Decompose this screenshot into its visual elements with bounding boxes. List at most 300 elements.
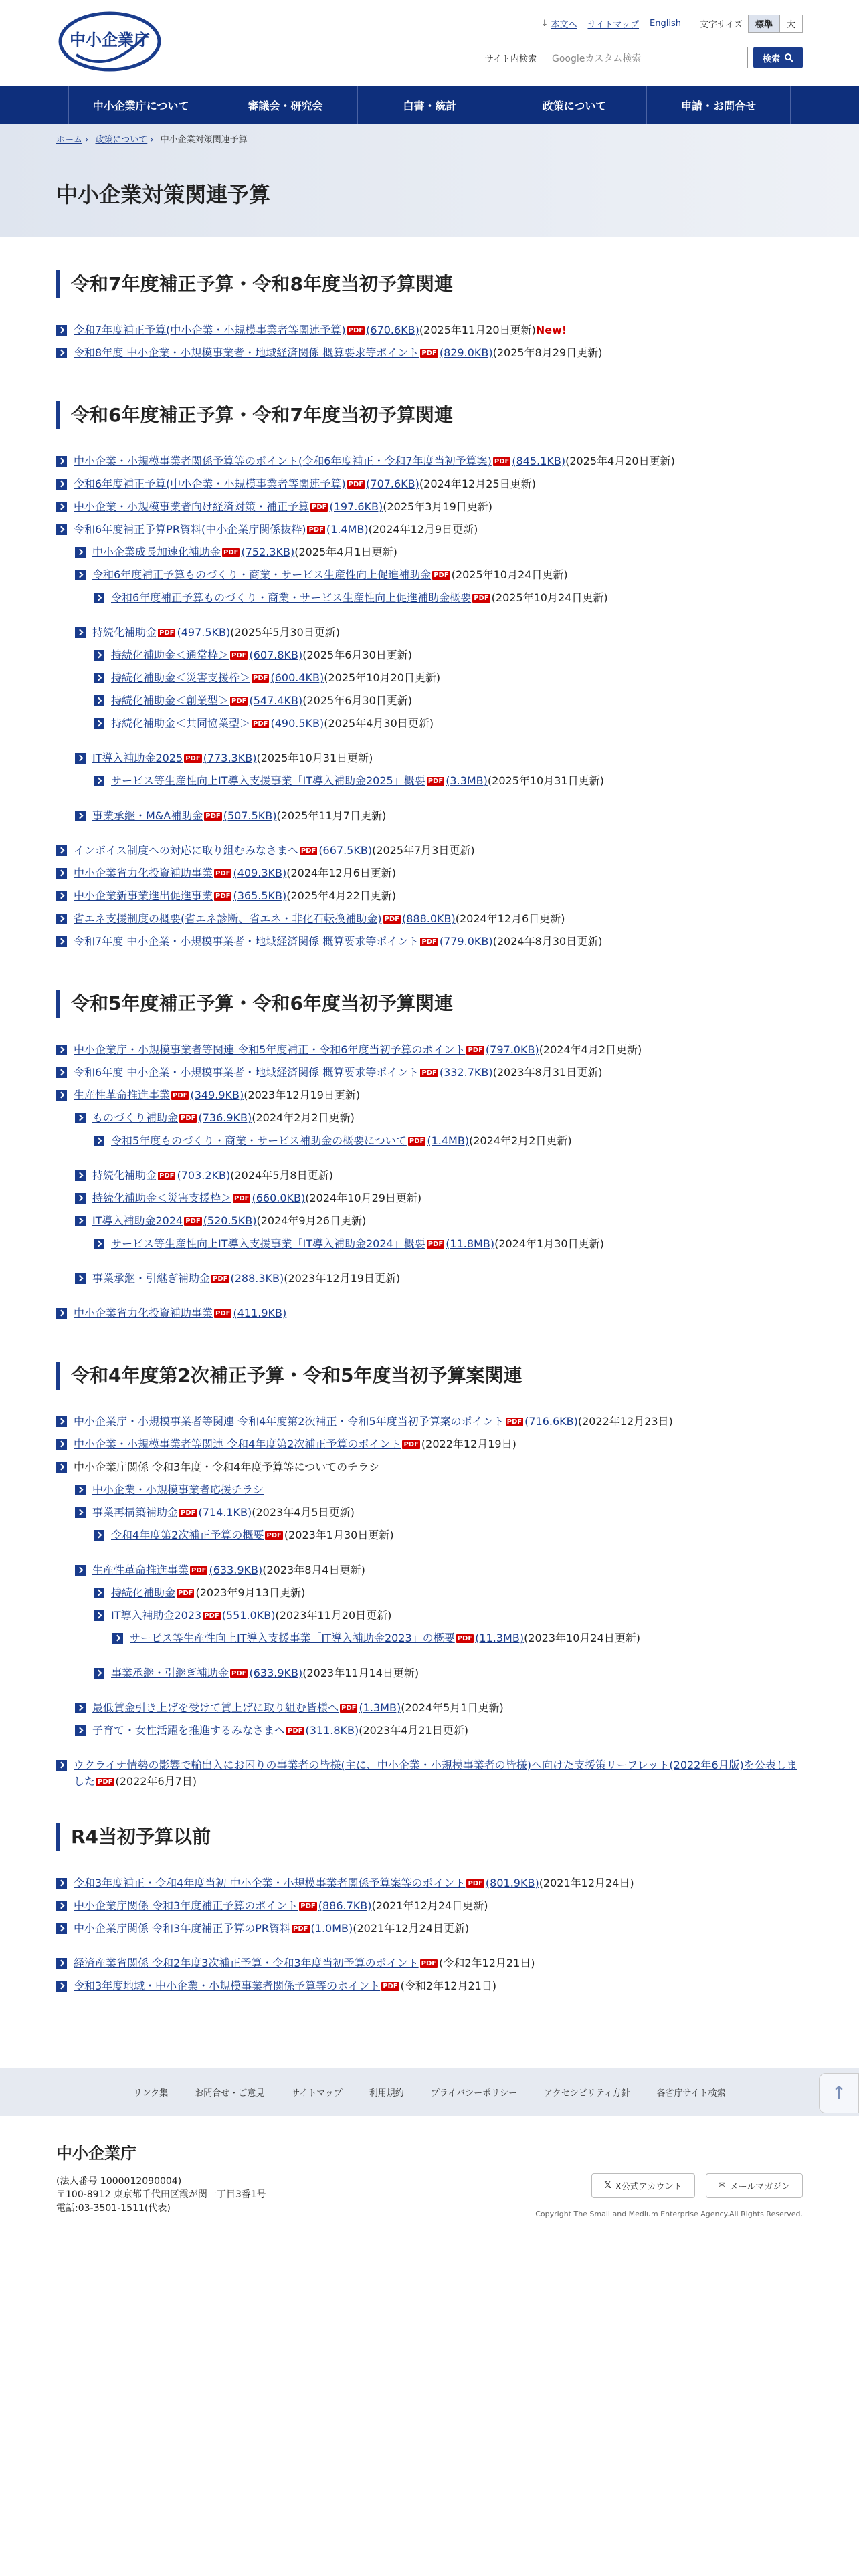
spacer: [56, 1653, 803, 1665]
update-date: (2024年1月30日更新): [494, 1237, 604, 1250]
file-size[interactable]: (829.0KB): [439, 346, 493, 359]
file-size[interactable]: (670.6KB): [366, 324, 419, 336]
update-date: (2024年9月26日更新): [256, 1214, 367, 1227]
pdf-icon: PDF: [159, 1172, 175, 1180]
footer-nav-link[interactable]: サイトマップ: [291, 2088, 343, 2099]
file-size[interactable]: (773.3KB): [203, 752, 257, 764]
footer-nav-link[interactable]: アクセシビリティ方針: [544, 2088, 630, 2099]
file-size[interactable]: (797.0KB): [485, 1043, 539, 1056]
file-size[interactable]: (633.9KB): [209, 1564, 263, 1576]
item-link[interactable]: 持続化補助金＜創業型＞: [111, 694, 229, 707]
list-item: [56, 1087, 803, 1110]
pdf-icon: PDF: [341, 1705, 357, 1712]
update-date: (2024年4月2日更新): [539, 1043, 642, 1056]
file-size[interactable]: (311.8KB): [305, 1724, 359, 1737]
arrow-right-icon: [75, 570, 86, 580]
file-size[interactable]: (11.3MB): [475, 1632, 524, 1644]
list-item-content: [92, 1271, 400, 1287]
pdf-icon: PDF: [494, 458, 510, 465]
file-size[interactable]: (801.9KB): [485, 1876, 539, 1889]
list-item-content: [74, 1921, 469, 1937]
page-title: 中小企業対策関連予算: [56, 182, 271, 207]
item-link[interactable]: 持続化補助金: [92, 1169, 157, 1182]
arrow-right-icon: [75, 1193, 86, 1204]
list-item: [56, 1110, 803, 1133]
arrow-right-icon: [56, 1439, 67, 1450]
pdf-icon: PDF: [191, 1567, 207, 1574]
list-item: [56, 1665, 803, 1688]
footer-nav-link[interactable]: リンク集: [133, 2088, 169, 2099]
pdf-icon: PDF: [231, 697, 247, 705]
arrow-right-icon: [94, 718, 104, 729]
update-date: (2024年12月6日更新): [455, 912, 565, 925]
file-size[interactable]: (11.8MB): [446, 1237, 495, 1250]
pdf-icon: PDF: [308, 526, 324, 534]
list-item-content: [92, 625, 340, 641]
list-item: [56, 1875, 803, 1898]
footer-info: [56, 2175, 266, 2215]
list-item-content: [92, 750, 373, 766]
pdf-icon: PDF: [348, 481, 364, 488]
section-heading: 令和7年度補正予算・令和8年度当初予算関連: [56, 270, 803, 298]
item-link[interactable]: 持続化補助金＜災害支援枠＞: [92, 1192, 232, 1204]
list-item: [56, 1700, 803, 1723]
list-item-content: [92, 1562, 365, 1578]
nav-contact[interactable]: 申請・お問合せ: [646, 86, 791, 124]
arrow-right-icon: [75, 1507, 86, 1518]
list-item: [56, 1505, 803, 1527]
pdf-icon: PDF: [205, 813, 221, 820]
arrow-right-icon: [75, 1170, 86, 1181]
item-link[interactable]: 持続化補助金: [92, 626, 157, 639]
file-size[interactable]: (1.4MB): [326, 523, 369, 536]
file-size[interactable]: (600.4KB): [270, 671, 324, 684]
global-nav: [0, 86, 859, 124]
list-item: [56, 625, 803, 647]
list-item: [56, 522, 803, 544]
update-date: (2024年2月2日更新): [252, 1111, 355, 1124]
search-button[interactable]: [753, 47, 803, 68]
phone: 電話:03-3501-1511(代表): [56, 2203, 171, 2214]
pdf-icon: PDF: [234, 1195, 250, 1202]
footer-nav-link[interactable]: プライバシーポリシー: [430, 2088, 518, 2099]
arrow-right-icon: [94, 650, 104, 661]
item-link[interactable]: 持続化補助金＜共同協業型＞: [111, 717, 251, 730]
item-link[interactable]: 令和6年度 中小企業・小規模事業者・地域経済関係 概算要求等ポイント: [74, 1066, 419, 1079]
list-item: [56, 750, 803, 773]
list-item-content: [111, 1236, 604, 1252]
x-logo-icon: 𝕏: [604, 2181, 611, 2191]
pdf-icon: PDF: [98, 1778, 113, 1786]
pdf-icon: PDF: [403, 1441, 419, 1448]
item-link[interactable]: 令和8年度 中小企業・小規模事業者・地域経済関係 概算要求等ポイント: [74, 346, 419, 359]
item-link[interactable]: 持続化補助金＜通常枠＞: [111, 649, 229, 661]
file-size[interactable]: (752.3KB): [241, 546, 295, 558]
list-item-content: [111, 670, 440, 686]
item-link[interactable]: 令和3年度地域・中小企業・小規模事業者関係予算等のポイント: [74, 1979, 381, 1992]
file-size[interactable]: (888.0KB): [401, 912, 456, 925]
item-link[interactable]: サービス等生産性向上IT導入支援事業「IT導入補助金2025」概要: [111, 774, 425, 787]
nav-about[interactable]: 中小企業庁について: [68, 86, 213, 124]
font-size-switch: [700, 15, 803, 33]
arrow-right-icon: [75, 1565, 86, 1576]
update-date: (2023年9月13日更新): [195, 1586, 306, 1599]
list-item: [56, 865, 803, 888]
item-link[interactable]: 令和6年度補正予算ものづくり・商業・サービス生産性向上促進補助金概要: [111, 591, 472, 604]
search-input[interactable]: Googleカスタム検索: [545, 47, 748, 68]
search-button-label: 検索: [762, 53, 780, 64]
file-size[interactable]: (607.8KB): [249, 649, 303, 661]
item-link[interactable]: 事業再構築補助金: [92, 1506, 179, 1519]
update-date: (2025年10月24日更新): [451, 568, 568, 581]
sitemap-link[interactable]: サイトマップ: [587, 20, 640, 30]
item-link[interactable]: 令和7年度 中小企業・小規模事業者・地域経済関係 概算要求等ポイント: [74, 935, 419, 948]
arrow-right-icon: [94, 1530, 104, 1541]
arrow-right-icon: [56, 914, 67, 924]
file-size[interactable]: (703.2KB): [177, 1169, 231, 1182]
update-date: (2024年12月9日更新): [368, 523, 478, 536]
item-link[interactable]: 事業承継・引継ぎ補助金: [111, 1667, 229, 1679]
pdf-icon: PDF: [253, 675, 268, 682]
nav-policy[interactable]: 政策について: [502, 86, 646, 124]
item-link[interactable]: 省エネ支援制度の概要(省エネ診断、省エネ・非化石転換補助金): [74, 912, 382, 925]
file-size[interactable]: (660.0KB): [252, 1192, 306, 1204]
list-item-content: [74, 934, 602, 950]
list-item-content: [92, 567, 568, 583]
arrow-right-icon: [94, 1610, 104, 1621]
update-date: (2023年8月31日更新): [492, 1066, 603, 1079]
pdf-icon: PDF: [421, 1069, 437, 1077]
arrow-right-icon: [56, 868, 67, 879]
arrow-right-icon: [56, 1923, 67, 1934]
item-link[interactable]: 中小企業・小規模事業者等関連 令和4年度第2次補正予算のポイント: [74, 1438, 401, 1451]
list-item: [56, 1436, 803, 1459]
pdf-icon: PDF: [506, 1418, 522, 1426]
update-date: (2025年10月31日更新): [256, 752, 373, 764]
item-link[interactable]: 令和7年度補正予算(中小企業・小規模事業者等関連予算): [74, 324, 346, 336]
arrow-right-icon: [75, 811, 86, 821]
list-item-content: [111, 1527, 394, 1543]
list-item-content: [74, 1955, 535, 1971]
item-link[interactable]: 事業承継・M&A補助金: [92, 809, 203, 822]
item-link[interactable]: 中小企業庁・小規模事業者等関連 令和5年度補正・令和6年度当初予算のポイント: [74, 1043, 466, 1056]
item-link[interactable]: 中小企業・小規模事業者向け経済対策・補正予算: [74, 500, 310, 513]
update-date: (2025年8月29日更新): [492, 346, 603, 359]
item-link[interactable]: 令和5年度ものづくり・商業・サービス補助金の概要について: [111, 1134, 407, 1147]
pdf-icon: PDF: [181, 1115, 196, 1122]
file-size[interactable]: (714.1KB): [198, 1506, 252, 1519]
update-date: (2023年12月19日更新): [244, 1089, 361, 1101]
list-item-content: [74, 1065, 602, 1081]
x-account-button[interactable]: [591, 2173, 694, 2198]
file-size[interactable]: (716.6KB): [524, 1415, 578, 1428]
pdf-icon: PDF: [468, 1880, 483, 1887]
item-link[interactable]: 生産性革命推進事業: [74, 1089, 171, 1101]
list-item-content: [74, 1087, 360, 1103]
chevron-right-icon: ›: [150, 135, 154, 145]
list-item-content: [74, 1757, 803, 1790]
arrow-right-icon: [75, 1703, 86, 1713]
list-item-content: [74, 476, 536, 492]
x-account-label: X公式アカウント: [615, 2182, 682, 2192]
pdf-icon: PDF: [185, 755, 201, 762]
update-date: (2024年12月25日更新): [419, 477, 536, 490]
list-item: [56, 1168, 803, 1190]
item-link[interactable]: 令和6年度補正予算(中小企業・小規模事業者等関連予算): [74, 477, 346, 490]
list-item-content: [92, 544, 397, 560]
update-date: (2025年6月30日更新): [302, 649, 412, 661]
copyright: Copyright The Small and Medium Enterprise Agency.All Rights Reserved.: [535, 2210, 803, 2218]
arrow-right-icon: [56, 1067, 67, 1078]
update-date: (2023年1月30日更新): [284, 1529, 394, 1541]
arrow-right-icon: [75, 547, 86, 558]
arrow-right-icon: [94, 1588, 104, 1598]
list-item-content: [111, 1133, 572, 1149]
arrow-right-icon: [56, 1308, 67, 1319]
pdf-icon: PDF: [421, 1960, 437, 1967]
file-size[interactable]: (3.3MB): [446, 774, 488, 787]
mail-magazine-button[interactable]: [706, 2173, 803, 2198]
file-size[interactable]: (551.0KB): [221, 1609, 276, 1622]
skip-to-content-link[interactable]: 本文へ: [551, 20, 577, 30]
file-size[interactable]: (409.3KB): [233, 867, 287, 879]
item-link[interactable]: 令和6年度補正予算PR資料(中小企業庁関係抜粋): [74, 523, 306, 536]
pdf-icon: PDF: [213, 1275, 228, 1283]
item-link[interactable]: 持続化補助金: [111, 1586, 176, 1599]
item-link[interactable]: 最低賃金引き上げを受けて賃上げに取り組む皆様へ: [92, 1701, 339, 1714]
footer-nav: [0, 2068, 859, 2116]
corp-number: (法人番号 1000012090004): [56, 2176, 182, 2187]
list-item-content: [74, 453, 675, 469]
font-size-large-button[interactable]: 大: [780, 15, 803, 33]
list-item: [56, 716, 803, 738]
item-link[interactable]: サービス等生産性向上IT導入支援事業「IT導入補助金2023」の概要: [130, 1632, 455, 1644]
item-link[interactable]: ものづくり補助金: [92, 1111, 179, 1124]
list-item-content: [74, 865, 396, 881]
item-link[interactable]: 中小企業省力化投資補助事業: [74, 867, 213, 879]
pdf-icon: PDF: [421, 350, 437, 357]
arrow-right-icon: [56, 1045, 67, 1055]
list-item-content: [111, 773, 604, 789]
file-size[interactable]: (886.7KB): [318, 1899, 372, 1912]
list-item: [56, 453, 803, 476]
pdf-icon: PDF: [215, 870, 231, 877]
arrow-right-icon: [56, 891, 67, 901]
file-size[interactable]: (490.5KB): [270, 717, 324, 730]
pdf-icon: PDF: [300, 1903, 316, 1910]
site-header: [0, 0, 859, 86]
arrow-right-icon: [56, 524, 67, 535]
pdf-icon: PDF: [266, 1532, 282, 1539]
list-item-content: [74, 888, 396, 904]
item-link[interactable]: 生産性革命推進事業: [92, 1564, 189, 1576]
item-link[interactable]: 子育て・女性活躍を推進するみなさまへ: [92, 1724, 286, 1737]
file-size[interactable]: (736.9KB): [198, 1111, 252, 1124]
file-size[interactable]: (497.5KB): [177, 626, 231, 639]
list-item: [56, 1482, 803, 1505]
arrow-right-icon: [56, 325, 67, 336]
list-item-content: [92, 808, 386, 824]
arrow-right-icon: [94, 1136, 104, 1146]
list-item-content: [74, 1042, 642, 1058]
arrow-up-icon: ↑: [832, 2083, 846, 2103]
pdf-icon: PDF: [204, 1612, 219, 1620]
file-size[interactable]: (411.9KB): [233, 1307, 287, 1319]
list-item: [56, 1271, 803, 1293]
item-link[interactable]: 中小企業庁・小規模事業者等関連 令和4年度第2次補正・令和5年度当初予算案のポイント: [74, 1415, 504, 1428]
update-date: (2021年12月24日更新): [371, 1899, 488, 1912]
list-item: [56, 1305, 803, 1328]
item-link[interactable]: ウクライナ情勢の影響で輸出入にお困りの事業者の皆様(主に、中小企業・小規模事業者の皆様)へ向けた支援策リーフレット(2022年6月版)を公表しました: [74, 1759, 797, 1788]
arrow-right-icon: [56, 1981, 67, 1992]
arrow-right-icon: [56, 479, 67, 490]
update-date: (2025年11月7日更新): [276, 809, 387, 822]
list-item: [56, 1459, 803, 1482]
breadcrumb-policy[interactable]: 政策について: [95, 135, 148, 145]
list-item-content: [111, 1665, 419, 1681]
arrow-right-icon: [56, 1462, 67, 1473]
arrow-right-icon: [75, 1216, 86, 1226]
item-link[interactable]: 中小企業・小規模事業者関係予算等のポイント(令和6年度補正・令和7年度当初予算案): [74, 455, 492, 467]
item-link[interactable]: 令和6年度補正予算ものづくり・商業・サービス生産性向上促進補助金: [92, 568, 432, 581]
nav-councils[interactable]: 審議会・研究会: [213, 86, 357, 124]
item-link[interactable]: 中小企業庁関係 令和3年度補正予算のPR資料: [74, 1922, 291, 1935]
list-item: [56, 647, 803, 670]
logo[interactable]: [56, 8, 163, 75]
list-item-content: [111, 647, 412, 663]
item-link[interactable]: 持続化補助金＜災害支援枠＞: [111, 671, 251, 684]
arrow-right-icon: [94, 1668, 104, 1679]
update-date: (2025年4月30日更新): [324, 717, 434, 730]
new-badge: New!: [535, 324, 567, 336]
main-content: [0, 270, 859, 2001]
list-item-content: [74, 1305, 286, 1321]
update-date: (2025年10月24日更新): [491, 591, 608, 604]
file-size[interactable]: (1.4MB): [427, 1134, 470, 1147]
item-link[interactable]: 経済産業省関係 令和2年度3次補正予算・令和3年度当初予算のポイント: [74, 1957, 419, 1969]
item-link[interactable]: IT導入補助金2025: [92, 752, 183, 764]
font-size-standard-button[interactable]: 標準: [748, 15, 780, 33]
item-link[interactable]: 中小企業・小規模事業者応援チラシ: [92, 1483, 264, 1496]
list-item: [56, 345, 803, 368]
pdf-icon: PDF: [434, 572, 449, 579]
list-item: [56, 1978, 803, 2001]
file-size[interactable]: (779.0KB): [439, 935, 493, 948]
update-date: (2022年12月23日): [577, 1415, 673, 1428]
file-size[interactable]: (633.9KB): [249, 1667, 303, 1679]
list-item: [56, 1042, 803, 1065]
list-item-content: [92, 1190, 421, 1206]
address: 〒100-8912 東京都千代田区霞が関一丁目3番1号: [56, 2189, 266, 2200]
file-size[interactable]: (547.4KB): [249, 694, 303, 707]
file-size[interactable]: (197.6KB): [329, 500, 383, 513]
update-date: (2025年10月31日更新): [487, 774, 604, 787]
nav-white-paper[interactable]: 白書・統計: [357, 86, 502, 124]
arrow-right-icon: [56, 1090, 67, 1101]
update-date: (2023年11月14日更新): [302, 1667, 419, 1679]
item-link[interactable]: サービス等生産性向上IT導入支援事業「IT導入補助金2024」概要: [111, 1237, 425, 1250]
spacer: [56, 1293, 803, 1305]
file-size[interactable]: (667.5KB): [318, 844, 373, 857]
file-size[interactable]: (288.3KB): [230, 1272, 284, 1285]
file-size[interactable]: (507.5KB): [223, 809, 277, 822]
item-link[interactable]: 中小企業新事業進出促進事業: [74, 889, 213, 902]
list-item: [56, 1585, 803, 1608]
back-to-top-button[interactable]: [819, 2073, 859, 2113]
file-size[interactable]: (520.5KB): [203, 1214, 257, 1227]
file-size[interactable]: (707.6KB): [366, 477, 419, 490]
file-size[interactable]: (1.3MB): [359, 1701, 401, 1714]
item-text: 中小企業庁関係 令和3年度・令和4年度予算等についてのチラシ: [74, 1461, 380, 1473]
file-size[interactable]: (1.0MB): [310, 1922, 353, 1935]
mail-icon: ✉: [718, 2181, 726, 2191]
list-item-content: [92, 1482, 264, 1498]
item-link[interactable]: 令和4年度第2次補正予算の概要: [111, 1529, 264, 1541]
logo-text: 中小企業庁: [70, 31, 150, 49]
list-item-content: [111, 716, 434, 732]
arrow-right-icon: [94, 695, 104, 706]
list-item: [56, 1608, 803, 1630]
list-item: [56, 1236, 803, 1259]
list-item: [56, 1630, 803, 1653]
item-link[interactable]: 中小企業省力化投資補助事業: [74, 1307, 213, 1319]
list-item-content: [111, 1585, 305, 1601]
update-date: (2025年7月3日更新): [372, 844, 475, 857]
item-link[interactable]: インボイス制度への対応に取り組むみなさまへ: [74, 844, 298, 857]
section-heading: 令和5年度補正予算・令和6年度当初予算関連: [56, 990, 803, 1018]
list-item: [56, 1133, 803, 1156]
item-link[interactable]: 中小企業成長加速化補助金: [92, 546, 221, 558]
update-date: (2023年8月4日更新): [262, 1564, 365, 1576]
file-size[interactable]: (845.1KB): [512, 455, 566, 467]
file-size[interactable]: (349.9KB): [190, 1089, 244, 1101]
arrow-right-icon: [56, 1958, 67, 1969]
list-item-content: [92, 1168, 333, 1184]
list-item-content: [92, 1700, 504, 1716]
update-date: (2025年11月20日更新): [419, 324, 536, 336]
breadcrumb-current: 中小企業対策関連予算: [160, 135, 248, 145]
list-item-content: [74, 1898, 488, 1914]
item-link[interactable]: 中小企業庁関係 令和3年度補正予算のポイント: [74, 1899, 298, 1912]
breadcrumb-home[interactable]: ホーム: [56, 135, 83, 145]
footer-nav-link[interactable]: お問合せ・ご意見: [195, 2088, 265, 2099]
file-size[interactable]: (365.5KB): [233, 889, 287, 902]
list-item: [56, 808, 803, 831]
file-size[interactable]: (332.7KB): [439, 1066, 493, 1079]
item-link[interactable]: 令和3年度補正・令和4年度当初 中小企業・小規模事業者関係予算案等のポイント: [74, 1876, 466, 1889]
pdf-icon: PDF: [293, 1925, 308, 1933]
english-link[interactable]: English: [650, 19, 681, 29]
list-item: [56, 1955, 803, 1978]
footer-nav-link[interactable]: 利用規約: [369, 2088, 404, 2099]
spacer: [56, 796, 803, 808]
update-date: (2024年5月1日更新): [401, 1701, 504, 1714]
list-item-content: [111, 590, 608, 606]
update-date: (令和2年12月21日): [439, 1957, 535, 1969]
pdf-icon: PDF: [468, 1047, 483, 1054]
update-date: (令和2年12月21日): [400, 1979, 497, 1992]
arrow-right-icon: [56, 1901, 67, 1911]
list-item-content: [74, 522, 478, 538]
arrow-right-icon: [56, 1760, 67, 1771]
item-link[interactable]: 事業承継・引継ぎ補助金: [92, 1272, 211, 1285]
search-label: サイト内検索: [484, 53, 537, 64]
update-date: (2023年10月24日更新): [524, 1632, 641, 1644]
spacer: [56, 1156, 803, 1168]
item-link[interactable]: IT導入補助金2023: [111, 1609, 202, 1622]
item-link[interactable]: IT導入補助金2024: [92, 1214, 183, 1227]
footer-nav-link[interactable]: 各省庁サイト検索: [656, 2088, 726, 2099]
